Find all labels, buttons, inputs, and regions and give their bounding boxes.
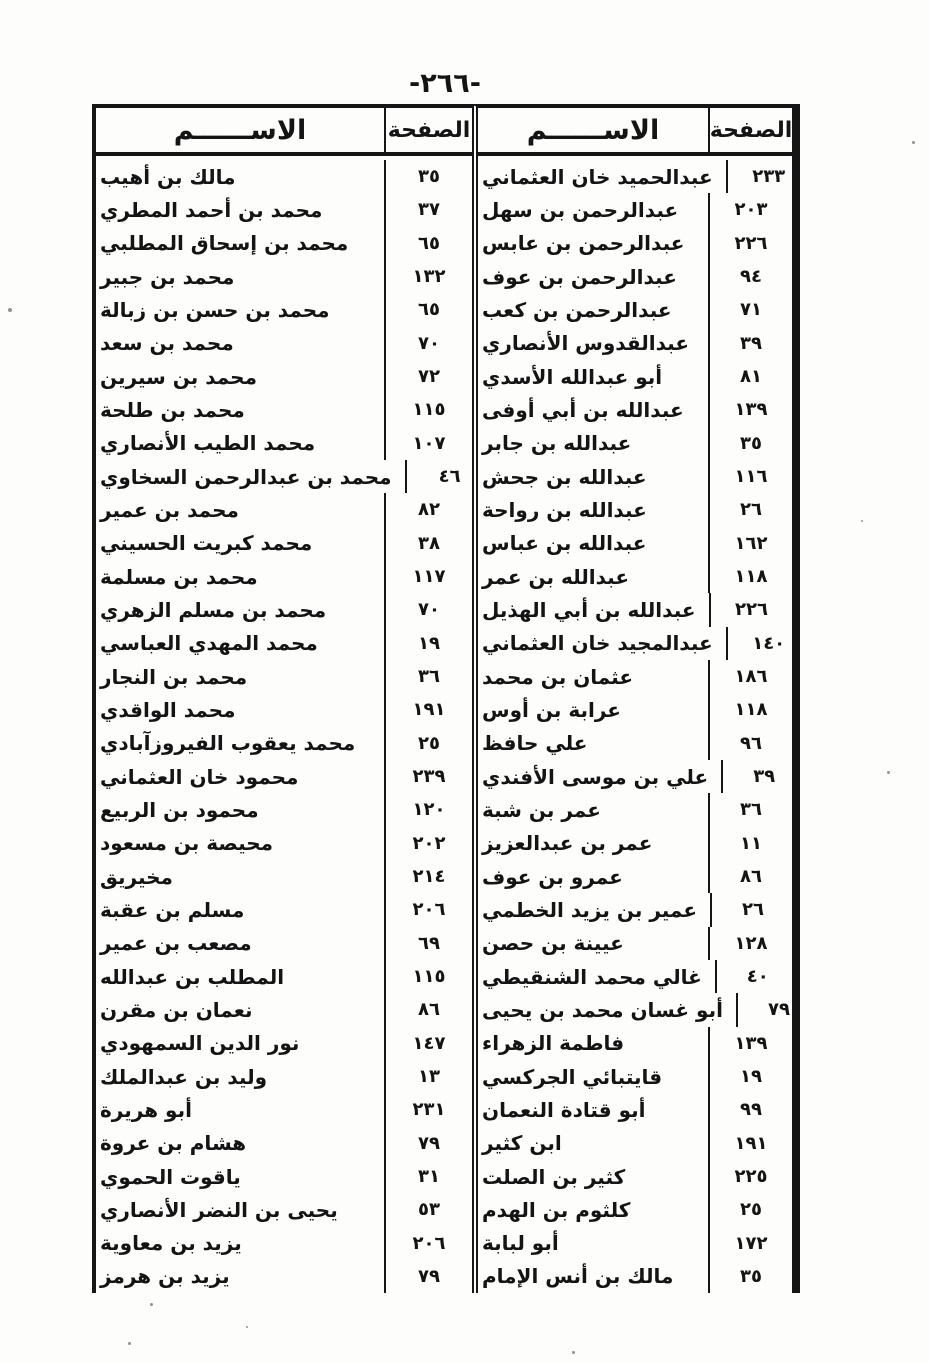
- entry-page: ١٣: [384, 1060, 472, 1093]
- entry-name: يحيى بن النضر الأنصاري: [100, 1197, 338, 1222]
- entry-page: ١٣٢: [384, 260, 472, 293]
- index-row: [478, 1127, 792, 1160]
- index-row: [96, 693, 472, 726]
- index-row: [96, 1127, 472, 1160]
- index-row: [478, 393, 792, 426]
- entry-page: ٢٥: [708, 1193, 792, 1226]
- index-row: [478, 593, 792, 626]
- index-row: [96, 593, 472, 626]
- entry-name: عمرو بن عوف: [482, 864, 623, 889]
- entry-name: محمد بن سعد: [100, 331, 234, 356]
- index-row: [96, 293, 472, 326]
- entry-page: ٢٠٦: [384, 893, 472, 926]
- index-row: [478, 1093, 792, 1126]
- entry-page: ٩٤: [708, 260, 792, 293]
- index-row: [96, 1260, 472, 1293]
- entry-page: ١٩١: [708, 1127, 792, 1160]
- entry-name: غالي محمد الشنقيطي: [482, 964, 702, 989]
- index-row: [478, 460, 792, 493]
- index-row: [96, 327, 472, 360]
- index-row: [478, 1027, 792, 1060]
- entry-page: ٢٠٣: [708, 193, 792, 226]
- entry-name: عبدالرحمن بن عوف: [482, 264, 677, 289]
- entry-name: ابن كثير: [482, 1131, 562, 1156]
- entry-name: أبو عبدالله الأسدي: [482, 364, 663, 389]
- index-row: [96, 727, 472, 760]
- entry-page: ٣٧: [384, 193, 472, 226]
- entry-name: محمد بن أحمد المطري: [100, 197, 323, 222]
- entry-page: ٧٩: [384, 1260, 472, 1293]
- index-row: [478, 927, 792, 960]
- entry-page: ٢١٤: [384, 860, 472, 893]
- entry-page: ٢٢٥: [708, 1160, 792, 1193]
- index-row: [96, 827, 472, 860]
- index-row: [478, 360, 792, 393]
- table-header-row: [96, 108, 472, 156]
- entry-name: محمد الواقدي: [100, 697, 236, 722]
- column-header-page: الصفحة: [708, 108, 792, 152]
- index-row: [478, 1193, 792, 1226]
- entry-name: كلثوم بن الهدم: [482, 1197, 631, 1222]
- column-header-page: الصفحة: [384, 108, 472, 152]
- entry-name: عبدالحميد خان العثماني: [482, 164, 713, 189]
- entry-page: ٢٣٣: [726, 160, 810, 193]
- entry-page: ٢٠٢: [384, 827, 472, 860]
- entry-page: ١١٨: [708, 560, 792, 593]
- index-row: [96, 1160, 472, 1193]
- entry-name: مسلم بن عقبة: [100, 897, 245, 922]
- index-row: [478, 327, 792, 360]
- entry-page: ١٨٦: [708, 660, 792, 693]
- entry-name: أبو هريرة: [100, 1097, 192, 1122]
- entry-page: ٣٩: [708, 327, 792, 360]
- entry-name: محمد كبريت الحسيني: [100, 531, 313, 556]
- entry-name: عثمان بن محمد: [482, 664, 634, 689]
- index-rows-right: [478, 156, 792, 1293]
- entry-page: ٣٨: [384, 527, 472, 560]
- entry-page: ٢٣١: [384, 1093, 472, 1126]
- index-row: [96, 793, 472, 826]
- scan-speckle: [912, 141, 915, 144]
- index-row: [96, 527, 472, 560]
- entry-name: محمد بن حسن بن زبالة: [100, 297, 330, 322]
- entry-page: ١٤٠: [726, 627, 810, 660]
- entry-page: ٣٥: [384, 160, 472, 193]
- entry-name: عبدالقدوس الأنصاري: [482, 331, 690, 356]
- entry-name: المطلب بن عبدالله: [100, 964, 285, 989]
- index-row: [478, 960, 792, 993]
- entry-page: ٧٢: [384, 360, 472, 393]
- entry-page: ٧٠: [384, 593, 472, 626]
- index-row: [96, 193, 472, 226]
- entry-page: ١٦٢: [708, 527, 792, 560]
- entry-page: ١١٥: [384, 960, 472, 993]
- index-row: [96, 160, 472, 193]
- scan-speckle: [8, 308, 12, 312]
- entry-page: ٤٦: [405, 460, 493, 493]
- entry-name: علي حافظ: [482, 731, 588, 756]
- entry-name: هشام بن عروة: [100, 1131, 247, 1156]
- entry-name: عبدالله بن رواحة: [482, 497, 647, 522]
- entry-page: ٧١: [708, 293, 792, 326]
- index-row: [478, 560, 792, 593]
- entry-name: عبدالرحمن بن عابس: [482, 231, 685, 256]
- entry-page: ٨٦: [384, 993, 472, 1026]
- entry-name: محمد بن عمير: [100, 497, 239, 522]
- index-row: [478, 527, 792, 560]
- entry-name: عبدالله بن عباس: [482, 531, 647, 556]
- index-row: [478, 627, 792, 660]
- entry-name: محمد يعقوب الفيروزآبادي: [100, 731, 356, 756]
- index-row: [96, 227, 472, 260]
- entry-page: ٦٥: [384, 293, 472, 326]
- index-row: [96, 927, 472, 960]
- entry-name: ياقوت الحموي: [100, 1164, 241, 1189]
- entry-name: محمد بن جبير: [100, 264, 235, 289]
- entry-name: عبدالله بن أبي أوفى: [482, 397, 684, 422]
- index-row: [96, 460, 472, 493]
- index-row: [478, 1260, 792, 1293]
- entry-name: عرابة بن أوس: [482, 697, 621, 722]
- entry-name: قايتبائي الجركسي: [482, 1064, 663, 1089]
- column-header-name: الاســــــم: [173, 114, 307, 146]
- entry-name: محمود خان العثماني: [100, 764, 299, 789]
- entry-name: عمر بن شبة: [482, 797, 601, 822]
- entry-name: عمير بن يزيد الخطمي: [482, 897, 697, 922]
- index-row: [478, 860, 792, 893]
- entry-page: ١٧٢: [708, 1227, 792, 1260]
- entry-name: علي بن موسى الأفندي: [482, 764, 709, 789]
- entry-name: كثير بن الصلت: [482, 1164, 626, 1189]
- index-row: [96, 260, 472, 293]
- entry-page: ٨٢: [384, 493, 472, 526]
- entry-page: ١١٧: [384, 560, 472, 593]
- entry-name: محمد بن إسحاق المطلبي: [100, 231, 349, 256]
- entry-page: ٢٦: [710, 893, 794, 926]
- entry-page: ٢٣٩: [384, 760, 472, 793]
- index-table-right-half: [472, 104, 800, 1293]
- index-rows-left: [96, 156, 472, 1293]
- entry-name: مالك بن أهيب: [100, 164, 236, 189]
- index-row: [478, 827, 792, 860]
- entry-page: ١١٥: [384, 393, 472, 426]
- index-table-left-half: [92, 104, 472, 1293]
- entry-page: ١١٨: [708, 693, 792, 726]
- index-row: [478, 1060, 792, 1093]
- index-row: [478, 1160, 792, 1193]
- index-row: [478, 227, 792, 260]
- index-row: [478, 293, 792, 326]
- index-row: [478, 660, 792, 693]
- index-row: [478, 427, 792, 460]
- index-row: [478, 160, 792, 193]
- entry-name: محمود بن الربيع: [100, 797, 259, 822]
- index-row: [478, 493, 792, 526]
- entry-page: ١١: [708, 827, 792, 860]
- entry-name: عبدالرحمن بن سهل: [482, 197, 679, 222]
- index-row: [96, 760, 472, 793]
- index-row: [478, 893, 792, 926]
- entry-name: عبدالله بن أبي الهذيل: [482, 597, 696, 622]
- entry-name: نعمان بن مقرن: [100, 997, 253, 1022]
- index-row: [96, 993, 472, 1026]
- index-row: [96, 493, 472, 526]
- entry-page: ٢٢٦: [709, 593, 793, 626]
- index-row: [478, 1227, 792, 1260]
- entry-page: ٣٥: [708, 1260, 792, 1293]
- entry-page: ٢٦: [708, 493, 792, 526]
- entry-name: محمد الطيب الأنصاري: [100, 431, 316, 456]
- table-header-row: [478, 108, 792, 156]
- entry-name: نور الدين السمهودي: [100, 1031, 300, 1056]
- index-row: [478, 793, 792, 826]
- index-row: [96, 660, 472, 693]
- entry-name: عمر بن عبدالعزيز: [482, 831, 653, 856]
- index-row: [96, 860, 472, 893]
- column-header-name: الاســــــم: [526, 114, 660, 146]
- entry-page: ١٢٨: [708, 927, 792, 960]
- entry-name: عيينة بن حصن: [482, 931, 624, 956]
- scan-speckle: [128, 1342, 131, 1345]
- index-row: [96, 1093, 472, 1126]
- entry-name: عبدالله بن جحش: [482, 464, 647, 489]
- entry-page: ٨١: [708, 360, 792, 393]
- index-row: [96, 1227, 472, 1260]
- entry-page: ٥٣: [384, 1193, 472, 1226]
- entry-page: ٢٠٦: [384, 1227, 472, 1260]
- entry-name: أبو قتادة النعمان: [482, 1097, 646, 1122]
- index-row: [96, 393, 472, 426]
- index-row: [96, 1060, 472, 1093]
- entry-page: ٢٢٦: [708, 227, 792, 260]
- entry-name: محيصة بن مسعود: [100, 831, 274, 856]
- entry-name: أبو لبابة: [482, 1231, 559, 1256]
- entry-page: ١٣٩: [708, 1027, 792, 1060]
- entry-page: ٣٩: [721, 760, 805, 793]
- index-row: [96, 1027, 472, 1060]
- index-row: [96, 960, 472, 993]
- scan-speckle: [150, 1303, 153, 1306]
- index-row: [96, 560, 472, 593]
- entry-name: عبدالله بن جابر: [482, 431, 632, 456]
- entry-name: عبدالرحمن بن كعب: [482, 297, 672, 322]
- index-row: [96, 360, 472, 393]
- entry-name: يزيد بن معاوية: [100, 1231, 242, 1256]
- entry-page: ٩٩: [708, 1093, 792, 1126]
- index-row: [478, 727, 792, 760]
- entry-page: ١١٦: [708, 460, 792, 493]
- entry-page: ٦٥: [384, 227, 472, 260]
- scan-speckle: [887, 771, 890, 774]
- entry-name: مخيريق: [100, 864, 173, 889]
- entry-name: محمد بن سيرين: [100, 364, 257, 389]
- entry-name: عبدالله بن عمر: [482, 564, 629, 589]
- index-row: [478, 193, 792, 226]
- index-row: [478, 993, 792, 1026]
- entry-page: ٨٦: [708, 860, 792, 893]
- entry-name: وليد بن عبدالملك: [100, 1064, 268, 1089]
- entry-name: يزيد بن هرمز: [100, 1264, 230, 1289]
- scan-speckle: [861, 520, 863, 522]
- entry-page: ١٤٧: [384, 1027, 472, 1060]
- entry-page: ٧٩: [384, 1127, 472, 1160]
- entry-page: ١٩: [708, 1060, 792, 1093]
- entry-name: محمد بن طلحة: [100, 397, 245, 422]
- index-row: [96, 1193, 472, 1226]
- page-number: -٢٦٦-: [409, 68, 481, 99]
- scan-speckle: [572, 1351, 575, 1354]
- index-row: [96, 627, 472, 660]
- entry-name: فاطمة الزهراء: [482, 1031, 625, 1056]
- index-row: [96, 893, 472, 926]
- entry-name: محمد بن النجار: [100, 664, 248, 689]
- entry-page: ١٩: [384, 627, 472, 660]
- entry-page: ١٩١: [384, 693, 472, 726]
- entry-page: ٧٠: [384, 327, 472, 360]
- entry-name: محمد بن مسلم الزهري: [100, 597, 327, 622]
- entry-name: عبدالمجيد خان العثماني: [482, 631, 713, 656]
- entry-page: ٣١: [384, 1160, 472, 1193]
- entry-name: محمد بن عبدالرحمن السخاوي: [100, 464, 392, 489]
- entry-page: ١٢٠: [384, 793, 472, 826]
- entry-page: ٣٦: [384, 660, 472, 693]
- entry-page: ٣٥: [708, 427, 792, 460]
- index-row: [478, 760, 792, 793]
- entry-name: محمد بن مسلمة: [100, 564, 258, 589]
- entry-page: ٩٦: [708, 727, 792, 760]
- entry-page: ١٣٩: [708, 393, 792, 426]
- entry-page: ٤٠: [715, 960, 799, 993]
- entry-name: أبو غسان محمد بن يحيى: [482, 997, 723, 1022]
- entry-name: مصعب بن عمير: [100, 931, 252, 956]
- entry-page: ٧٩: [736, 993, 820, 1026]
- entry-page: ١٠٧: [384, 427, 472, 460]
- entry-page: ٦٩: [384, 927, 472, 960]
- index-row: [96, 427, 472, 460]
- entry-name: محمد المهدي العباسي: [100, 631, 318, 656]
- index-row: [478, 693, 792, 726]
- entry-page: ٢٥: [384, 727, 472, 760]
- entry-name: مالك بن أنس الإمام: [482, 1264, 674, 1289]
- entry-page: ٣٦: [708, 793, 792, 826]
- scan-speckle: [246, 1326, 248, 1328]
- index-row: [478, 260, 792, 293]
